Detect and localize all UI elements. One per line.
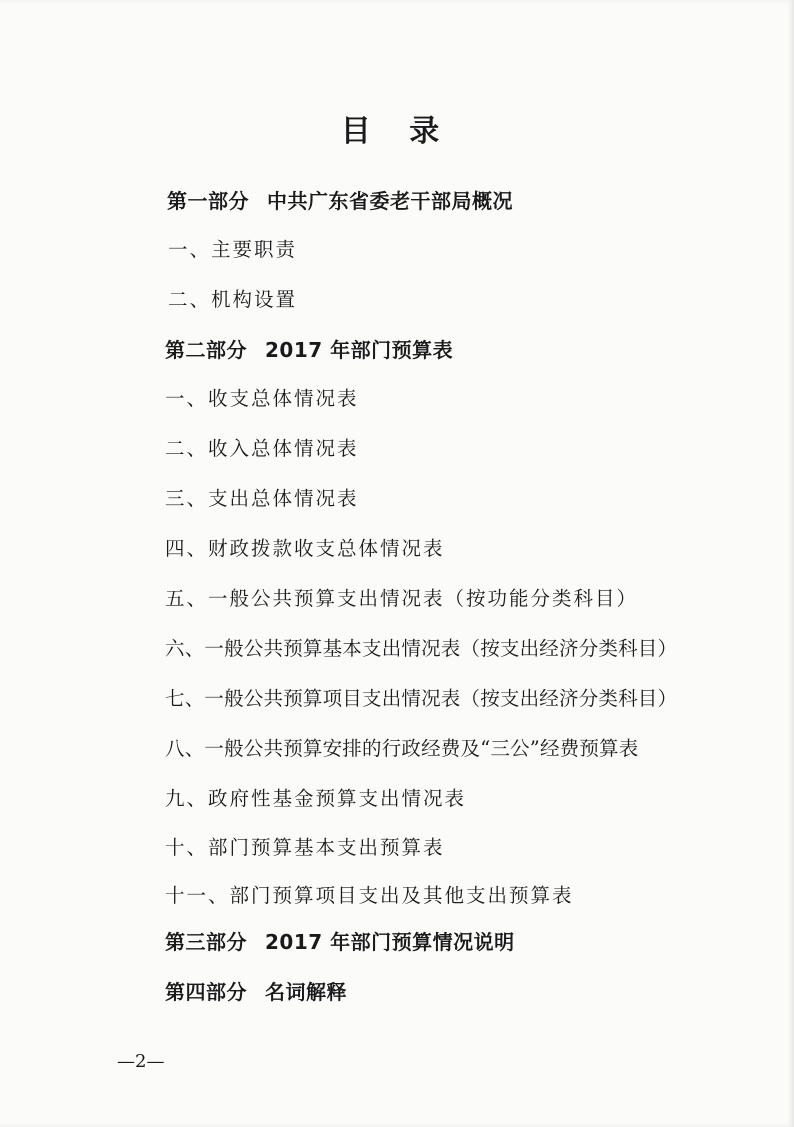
toc-item[interactable]: 七、一般公共预算项目支出情况表（按支出经济分类科目）	[165, 687, 678, 710]
toc-item[interactable]: 五、一般公共预算支出情况表（按功能分类科目）	[165, 587, 639, 610]
toc-item[interactable]: 六、一般公共预算基本支出情况表（按支出经济分类科目）	[165, 637, 678, 660]
toc-item[interactable]: 三、支出总体情况表	[165, 487, 359, 510]
toc-item[interactable]: 八、一般公共预算安排的行政经费及“三公”经费预算表	[165, 737, 639, 760]
part-title: 2017 年部门预算表	[265, 338, 454, 362]
page-number: —2—	[117, 1051, 165, 1072]
toc-part-3[interactable]	[165, 927, 515, 957]
toc-item[interactable]: 一、收支总体情况表	[165, 387, 359, 410]
part-title: 中共广东省委老干部局概况	[267, 189, 513, 213]
toc-item[interactable]: 十一、部门预算项目支出及其他支出预算表	[165, 884, 574, 907]
toc-item[interactable]: 十、部门预算基本支出预算表	[165, 836, 445, 859]
toc-item[interactable]: 二、收入总体情况表	[165, 437, 359, 460]
part-title: 2017 年部门预算情况说明	[265, 930, 515, 954]
toc-item[interactable]: 九、政府性基金预算支出情况表	[165, 787, 467, 810]
part-label: 第四部分	[165, 980, 247, 1004]
page-title: 目 录	[340, 114, 454, 149]
toc-item[interactable]: 一、主要职责	[168, 238, 298, 261]
part-label: 第一部分	[167, 189, 249, 213]
part-label: 第三部分	[165, 930, 247, 954]
toc-part-4[interactable]	[165, 977, 347, 1007]
toc-item[interactable]: 二、机构设置	[168, 288, 298, 311]
toc-item[interactable]: 四、财政拨款收支总体情况表	[165, 537, 445, 560]
toc-part-1[interactable]	[167, 186, 513, 216]
part-title: 名词解释	[265, 980, 347, 1004]
part-label: 第二部分	[165, 338, 247, 362]
toc-part-2[interactable]	[165, 335, 453, 365]
